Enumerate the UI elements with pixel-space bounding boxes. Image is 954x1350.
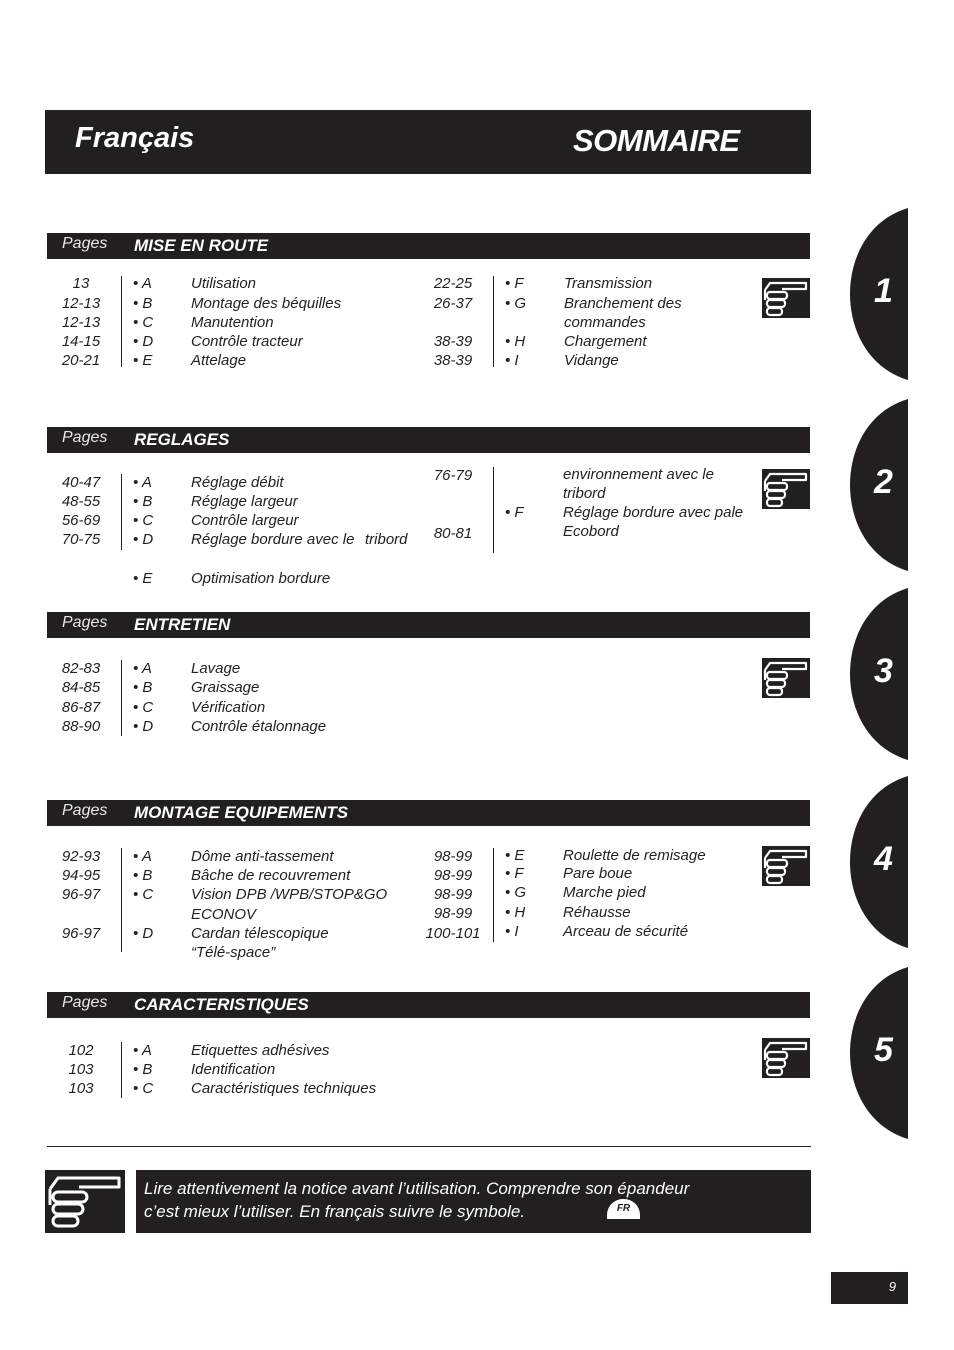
item-letter: • D — [133, 333, 154, 350]
item-letter: • F — [505, 275, 524, 292]
item-title: Cardan télescopique — [191, 925, 329, 942]
item-title: Réglage débit — [191, 474, 284, 491]
chapter-number: 1 — [874, 272, 893, 310]
item-letter: • B — [133, 295, 153, 312]
item-letter: • B — [133, 1061, 153, 1078]
section-bar-caracteristiques — [47, 992, 810, 1018]
item-letter: • C — [133, 1080, 154, 1097]
section-title: ENTRETIEN — [134, 615, 231, 634]
column-divider — [493, 276, 494, 367]
chapter-tab-2[interactable] — [850, 399, 908, 571]
item-title: Lavage — [191, 660, 241, 677]
item-title: Réhausse — [563, 904, 631, 921]
pointing-hand-icon — [762, 846, 810, 886]
column-divider — [121, 848, 122, 952]
page-ref: 98-99 — [433, 905, 473, 922]
item-letter: • A — [133, 275, 152, 292]
page-ref: 98-99 — [433, 848, 473, 865]
pages-label: Pages — [62, 235, 108, 252]
column-divider — [493, 467, 494, 553]
item-title: Etiquettes adhésives — [191, 1042, 330, 1059]
item-title: Caractéristiques techniques — [191, 1080, 377, 1097]
item-title: Pare boue — [563, 865, 633, 882]
page-title: SOMMAIRE — [573, 123, 740, 158]
page-ref: 20-21 — [61, 352, 101, 369]
item-title: Graissage — [191, 679, 260, 696]
page-ref: 103 — [68, 1080, 94, 1097]
page-ref: 92-93 — [61, 848, 101, 865]
item-title: Montage des béquilles — [191, 295, 342, 312]
page-ref: 38-39 — [433, 333, 473, 350]
pointing-hand-icon — [762, 278, 810, 318]
item-title: environnement avec le — [563, 466, 714, 483]
item-title: Roulette de remisage — [563, 847, 706, 864]
item-letter: • G — [505, 884, 527, 901]
column-divider — [493, 848, 494, 942]
notice-banner — [136, 1170, 811, 1233]
chapter-number: 2 — [874, 463, 893, 501]
item-letter: • A — [133, 660, 152, 677]
section-title: CARACTERISTIQUES — [134, 995, 309, 1014]
item-letter: • C — [133, 314, 154, 331]
item-title: Arceau de sécurité — [563, 923, 689, 940]
section-title: REGLAGES — [134, 430, 230, 449]
page-ref: 84-85 — [61, 679, 101, 696]
pointing-hand-icon — [45, 1170, 125, 1233]
item-letter: • E — [505, 847, 525, 864]
section-title: MONTAGE EQUIPEMENTS — [134, 803, 349, 822]
page-ref: 14-15 — [61, 333, 101, 350]
pages-label: Pages — [62, 994, 108, 1011]
item-title: Ecobord — [563, 523, 619, 540]
page-ref: 98-99 — [433, 886, 473, 903]
chapter-tab-4[interactable] — [850, 776, 908, 948]
page-ref: 48-55 — [61, 493, 101, 510]
item-title: “Télé-space” — [191, 944, 276, 961]
chapter-number: 3 — [874, 652, 893, 690]
column-divider — [121, 276, 122, 367]
item-letter: • E — [133, 352, 153, 369]
item-letter: • D — [133, 925, 154, 942]
page-number-box — [831, 1272, 908, 1304]
item-title: tribord — [563, 485, 606, 502]
item-title: Chargement — [564, 333, 647, 350]
page-ref: 96-97 — [61, 925, 101, 942]
language-title: Français — [75, 122, 195, 154]
page-ref: 103 — [68, 1061, 94, 1078]
item-title: Réglage bordure avec le — [191, 531, 355, 548]
chapter-number: 4 — [874, 840, 893, 878]
item-letter: • B — [133, 493, 153, 510]
chapter-tab-1[interactable] — [850, 208, 908, 380]
item-letter: • H — [505, 904, 526, 921]
item-letter: • A — [133, 848, 152, 865]
item-title: ECONOV — [191, 906, 257, 923]
column-divider — [121, 660, 122, 736]
notice-line-2: c’est mieux l’utiliser. En français suivre le symbole. — [144, 1202, 526, 1221]
page-ref: 13 — [72, 275, 90, 292]
chapter-number: 5 — [874, 1031, 893, 1069]
page-ref: 26-37 — [433, 295, 473, 312]
chapter-tab-5[interactable] — [850, 967, 908, 1139]
item-title: Vision DPB /WPB/STOP&GO — [191, 886, 388, 903]
item-letter: • C — [133, 886, 154, 903]
item-title: Contrôle tracteur — [191, 333, 303, 350]
page-ref: 86-87 — [61, 699, 101, 716]
column-divider — [121, 474, 122, 550]
column-divider — [121, 1042, 122, 1098]
page-number: 9 — [888, 1279, 896, 1294]
item-title: Vidange — [564, 352, 619, 369]
page-ref: 40-47 — [61, 474, 101, 491]
item-title: Branchement des — [564, 295, 682, 312]
pages-label: Pages — [62, 614, 108, 631]
header-banner — [45, 110, 811, 174]
item-title: commandes — [564, 314, 646, 331]
item-title-extra: tribord — [365, 531, 408, 548]
page-ref: 12-13 — [61, 314, 101, 331]
page-ref: 94-95 — [61, 867, 101, 884]
item-title: Bâche de recouvrement — [191, 867, 351, 884]
item-letter: • B — [133, 679, 153, 696]
item-title: Optimisation bordure — [191, 570, 331, 587]
item-letter: • E — [133, 570, 153, 587]
item-letter: • I — [505, 923, 519, 940]
page-ref: 76-79 — [433, 467, 473, 484]
section-bar-entretien — [47, 612, 810, 638]
item-title: Marche pied — [563, 884, 646, 901]
page-ref: 80-81 — [433, 525, 473, 542]
section-bar-mise-en-route — [47, 233, 810, 259]
language-badge: FR — [607, 1199, 640, 1219]
item-letter: • B — [133, 867, 153, 884]
item-letter: • F — [505, 504, 524, 521]
page-ref: 98-99 — [433, 867, 473, 884]
item-title: Utilisation — [191, 275, 257, 292]
pointing-hand-icon — [762, 469, 810, 509]
item-letter: • A — [133, 1042, 152, 1059]
item-letter: • H — [505, 333, 526, 350]
notice-line-1: Lire attentivement la notice avant l’utilisation. Comprendre son épandeur — [144, 1179, 690, 1198]
pointing-hand-icon — [762, 1038, 810, 1078]
item-title: Attelage — [191, 352, 247, 369]
section-bar-montage-equipements — [47, 800, 810, 826]
pointing-hand-icon — [762, 658, 810, 698]
item-letter: • A — [133, 474, 152, 491]
item-title: Contrôle largeur — [191, 512, 299, 529]
item-letter: • G — [505, 295, 527, 312]
item-letter: • D — [133, 718, 154, 735]
item-title: Identification — [191, 1061, 276, 1078]
item-title: Réglage bordure avec pale — [563, 504, 744, 521]
page-ref: 82-83 — [61, 660, 101, 677]
chapter-tab-3[interactable] — [850, 588, 908, 760]
page-ref: 12-13 — [61, 295, 101, 312]
divider — [47, 1146, 811, 1147]
page-ref: 56-69 — [61, 512, 101, 529]
item-letter: • I — [505, 352, 519, 369]
pages-label: Pages — [62, 429, 108, 446]
item-title: Contrôle étalonnage — [191, 718, 327, 735]
item-title: Réglage largeur — [191, 493, 298, 510]
page-ref: 96-97 — [61, 886, 101, 903]
page-ref: 100-101 — [425, 925, 481, 942]
page-ref: 22-25 — [433, 275, 473, 292]
pages-label: Pages — [62, 802, 108, 819]
item-letter: • C — [133, 512, 154, 529]
section-bar-reglages — [47, 427, 810, 453]
item-letter: • D — [133, 531, 154, 548]
item-title: Dôme anti-tassement — [191, 848, 334, 865]
page-ref: 38-39 — [433, 352, 473, 369]
item-title: Transmission — [564, 275, 653, 292]
page-ref: 102 — [68, 1042, 94, 1059]
item-letter: • F — [505, 865, 524, 882]
item-letter: • C — [133, 699, 154, 716]
page-ref: 88-90 — [61, 718, 101, 735]
page-ref: 70-75 — [61, 531, 101, 548]
item-title: Vérification — [191, 699, 266, 716]
section-title: MISE EN ROUTE — [134, 236, 269, 255]
item-title: Manutention — [191, 314, 274, 331]
